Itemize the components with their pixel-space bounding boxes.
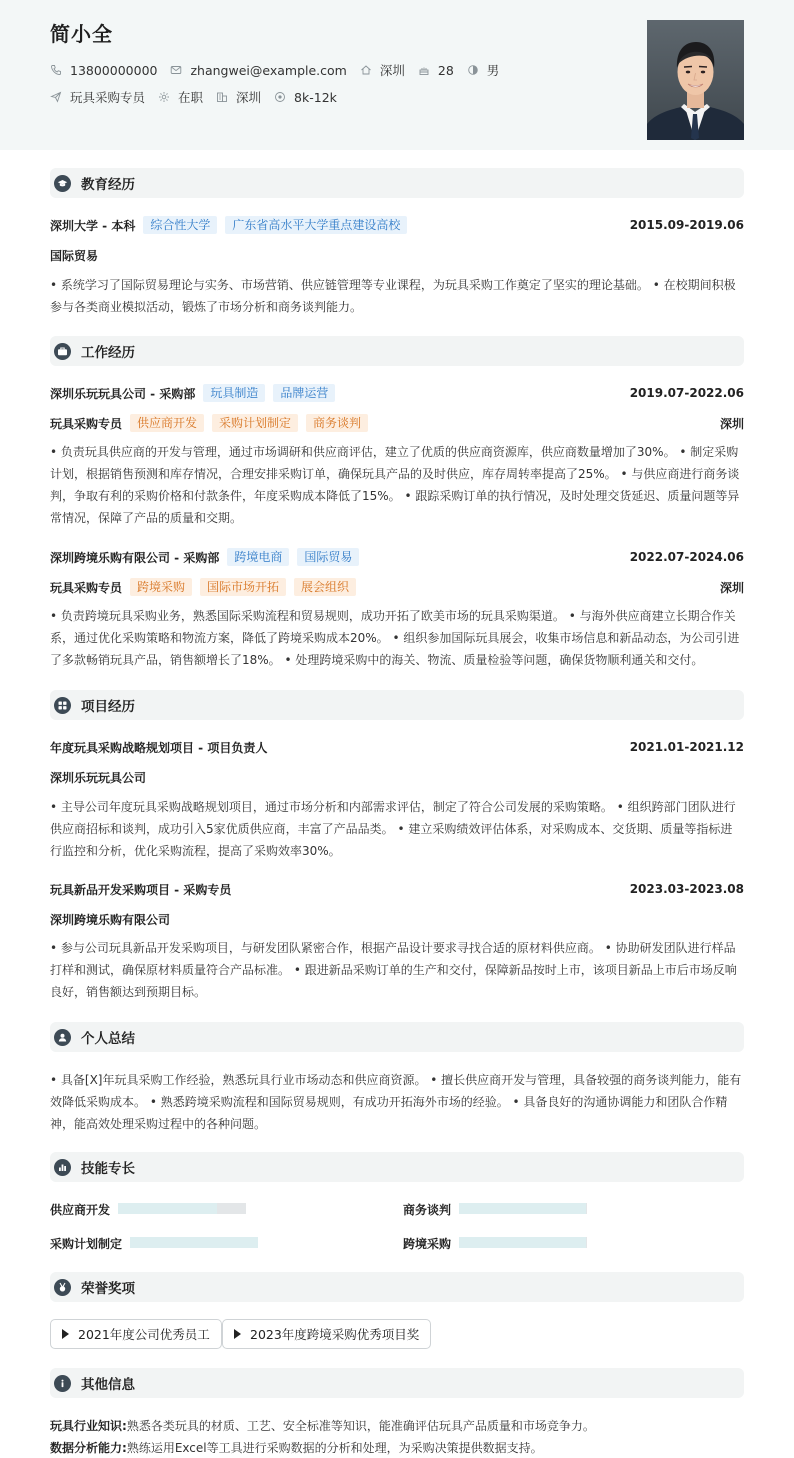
position-text: 玩具采购专员 [70,90,146,105]
skill-tag: 国际市场开拓 [200,578,286,596]
summary-text: • 具备[X]年玩具采购工作经验，熟悉玩具行业市场动态和供应商资源。 • 擅长供应商开发与管理，具备较强的商务谈判能力，能有效降低采购成本。 • 熟悉跨境采购流程和国际贸易规则，有成功开拓海外市场的经验。 • 具备良好的沟通协调能力和团队合作精神，能高效处理采购过程中的各种问题。 [50,1073,742,1131]
work-city: 深圳 [719,416,744,431]
profile-photo [647,20,744,140]
skill-level-bar [130,1237,258,1248]
work-date: 2022.07-2024.06 [629,550,744,564]
play-triangle-icon [234,1329,241,1339]
phone-icon [50,64,62,76]
project-date: 2021.01-2021.12 [629,740,744,754]
award-item[interactable] [222,1319,431,1349]
project-description: • 主导公司年度玩具采购战略规划项目，通过市场分析和内部需求评估，制定了符合公司发展的采购策略。 • 组织跨部门团队进行供应商招标和谈判，成功引入5家优质供应商，丰富了产品品类。 • 建立采购绩效评估体系，对采购成本、交货期、质量等指标进行监控和分析，优化采购流程，提高了采购效率30%。 [50,800,736,858]
section-title: 个人总结 [81,1031,135,1047]
briefcase-icon [54,343,71,360]
skill-tag: 采购计划制定 [212,414,298,432]
work-description: • 负责跨境玩具采购业务，熟悉国际采购流程和贸易规则，成功开拓了欧美市场的玩具采购渠道。 • 与海外供应商建立长期合作关系，通过优化采购策略和物流方案，降低了跨境采购成本20%。 • 组织参加国际玩具展会，收集市场信息和新品动态，为公司引进了多款畅销玩具产品，销售额增长了18%。 • 处理跨境采购中的海关、物流、质量检验等问题，确保货物顺利通关和交付。 [50,609,740,667]
age-text: 28 [437,62,454,78]
skill-level-fill [459,1237,586,1248]
award-label: 2021年度公司优秀员工 [78,1327,210,1342]
section-title: 教育经历 [81,177,135,193]
section-work [50,336,744,366]
section-projects [50,690,744,720]
info-icon [54,1375,71,1392]
section-title: 工作经历 [81,345,135,361]
work-description: • 负责玩具供应商的开发与管理，通过市场调研和供应商评估，建立了优质的供应商资源库，供应商数量增加了30%。 • 制定采购计划，根据销售预测和库存情况，合理安排采购订单，确保玩具产品的及时供应，库存周转率提高了25%。 • 与供应商进行商务谈判，争取有利的采购价格和付款条件，年度采购成本降低了15%。 • 跟踪采购订单的执行情况，及时处理交货延迟、质量问题等异常情况，保障了产品的质量和交期。 [50,445,740,525]
section-awards [50,1272,744,1302]
work-date: 2019.07-2022.06 [629,386,744,400]
section-title: 荣誉奖项 [81,1281,135,1297]
other-info-label: 数据分析能力: [50,1441,127,1455]
company-tag: 品牌运营 [273,384,335,402]
section-summary [50,1022,744,1052]
skill-level-bar [459,1237,587,1248]
section-title: 其他信息 [81,1377,135,1393]
project-title: 年度玩具采购战略规划项目 - 项目负责人 [50,740,268,755]
status-text: 在职 [178,90,204,105]
other-info-line [50,1439,543,1456]
skill-name: 供应商开发 [50,1203,111,1217]
education-date: 2015.09-2019.06 [629,218,744,232]
section-other [50,1368,744,1398]
target-city-item [216,88,261,106]
position-item [50,88,145,106]
work-city: 深圳 [719,580,744,595]
education-description: • 系统学习了国际贸易理论与实务、市场营销、供应链管理等专业课程，为玩具采购工作奠定了坚实的理论基础。 • 在校期间积极参与各类商业模拟活动，锻炼了市场分析和商务谈判能力。 [50,278,736,314]
skill-level-bar [118,1203,246,1214]
medal-icon [54,1279,71,1296]
home-icon [360,64,372,76]
school-tag: 综合性大学 [143,216,217,234]
location-item [360,61,405,79]
email-item [170,63,346,78]
skill-name: 跨境采购 [403,1237,452,1251]
skill-level-bar [459,1203,587,1214]
company-tag: 国际贸易 [297,548,359,566]
company-name: 深圳乐玩玩具公司 - 采购部 [50,386,196,401]
phone-text: 13800000000 [70,62,158,78]
play-triangle-icon [62,1329,69,1339]
user-icon [54,1029,71,1046]
job-intent-row [50,88,350,106]
skill-name: 商务谈判 [403,1203,452,1217]
age-item [418,63,454,78]
email-text: zhangwei@example.com [190,62,347,78]
resume-header [0,0,794,150]
work-header-row [50,548,744,566]
project-header-row [50,738,744,756]
gender-icon [467,64,479,76]
other-info-line [50,1417,595,1434]
project-company: 深圳跨境乐购有限公司 [50,913,171,927]
send-icon [50,91,62,103]
gender-text: 男 [486,63,500,78]
section-title: 技能专长 [81,1161,135,1177]
other-info-text: 熟练运用Excel等工具进行采购数据的分析和处理，为采购决策提供数据支持。 [126,1441,543,1455]
job-role: 玩具采购专员 [50,416,123,431]
location-text: 深圳 [379,63,405,78]
graduation-cap-icon [54,175,71,192]
job-role: 玩具采购专员 [50,580,123,595]
project-description: • 参与公司玩具新品开发采购项目，与研发团队紧密合作，根据产品设计要求寻找合适的原材料供应商。 • 协助研发团队进行样品打样和测试，确保原材料质量符合产品标准。 • 跟进新品采购订单的生产和交付，保障新品按时上市，该项目新品上市后市场反响良好，销售额达到预期目标。 [50,941,737,999]
grid-icon [54,697,71,714]
salary-item [274,90,337,105]
skill-name: 采购计划制定 [50,1237,123,1251]
skill-tag: 展会组织 [294,578,356,596]
work-role-row [50,578,744,596]
email-icon [170,64,182,76]
section-education [50,168,744,198]
skill-tag: 供应商开发 [130,414,204,432]
cake-icon [418,64,430,76]
education-major: 国际贸易 [50,249,99,263]
project-company: 深圳乐玩玩具公司 [50,771,147,785]
salary-text: 8k-12k [294,89,337,105]
status-item [158,88,203,106]
work-header-row [50,384,744,402]
award-label: 2023年度跨境采购优秀项目奖 [250,1327,420,1342]
skill-level-fill [459,1203,586,1214]
project-header-row [50,880,744,898]
skill-tag: 跨境采购 [130,578,192,596]
gender-item [467,61,500,79]
work-role-row [50,414,744,432]
skill-tag: 商务谈判 [306,414,368,432]
section-skills [50,1152,744,1182]
company-tag: 玩具制造 [203,384,265,402]
coin-icon [274,91,286,103]
project-date: 2023.03-2023.08 [629,882,744,896]
other-info-label: 玩具行业知识: [50,1419,127,1433]
bar-chart-icon [54,1159,71,1176]
school-name: 深圳大学 - 本科 [50,218,136,233]
education-header-row [50,216,744,234]
candidate-name: 简小全 [50,22,113,46]
school-tag: 广东省高水平大学重点建设高校 [225,216,407,234]
award-item[interactable] [50,1319,222,1349]
contact-row [50,61,512,79]
target-city-text: 深圳 [236,90,262,105]
avatar-illustration [647,20,744,140]
section-title: 项目经历 [81,699,135,715]
phone-item [50,63,157,78]
company-tag: 跨境电商 [227,548,289,566]
company-name: 深圳跨境乐购有限公司 - 采购部 [50,550,220,565]
other-info-text: 熟悉各类玩具的材质、工艺、安全标准等知识，能准确评估玩具产品质量和市场竞争力。 [126,1419,595,1433]
gear-icon [158,91,170,103]
skill-level-fill [118,1203,217,1214]
skill-level-fill [130,1237,258,1248]
building-icon [216,91,228,103]
project-title: 玩具新品开发采购项目 - 采购专员 [50,882,232,897]
